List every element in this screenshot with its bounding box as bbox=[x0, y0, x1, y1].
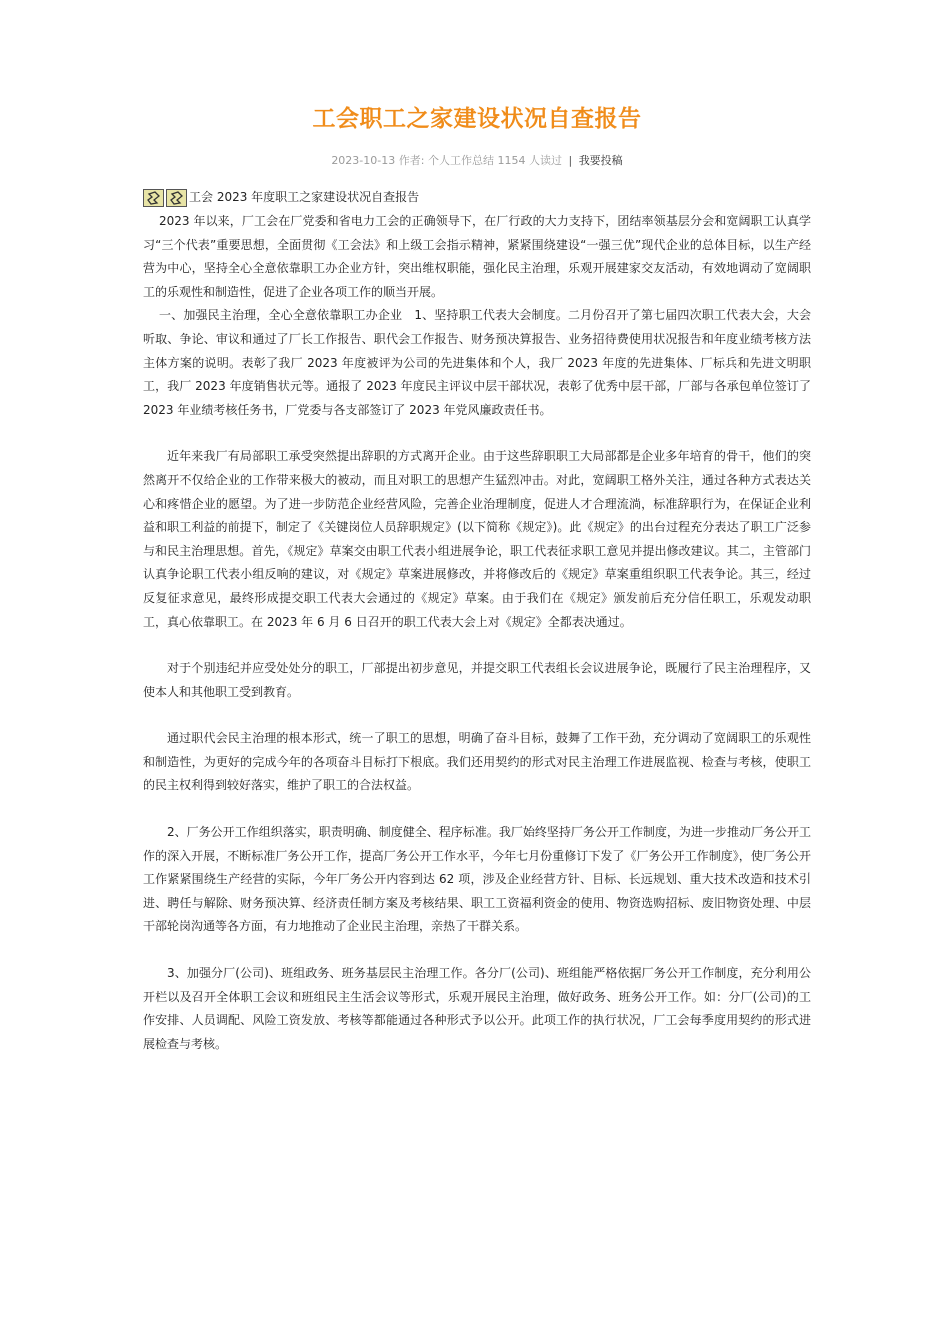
read-count: 1154 人读过 bbox=[497, 154, 562, 167]
paragraph-5: 通过职代会民主治理的根本形式，统一了职工的思想，明确了奋斗目标，鼓舞了工作干劲，充分调动了宽阔职工的乐观性和制造性，为更好的完成今年的各项奋斗目标打下根底。我们还用契约的形式对民主治理工作进展监视、检查与考核，使职工的民主权利得到较好落实，维护了职工的合法权益。 bbox=[143, 731, 811, 793]
author-link[interactable]: 个人工作总结 bbox=[427, 154, 494, 167]
paragraph-1: 2023 年以来，厂工会在厂党委和省电力工会的正确领导下，在厂行政的大力支持下，团结率领基层分会和宽阔职工认真学习“三个代表”重要思想，全面贯彻《工会法》和上级工会指示精神，紧紧围绕建设“一强三优”现代企业的总体目标，以生产经营为中心，坚持全心全意依靠职工办企业方针，突出维权职能，强化民主治理，乐观开展建家交友活动，有效地调动了宽阔职工的乐观性和制造性，促进了企业各项工作的顺当开展。 bbox=[143, 214, 811, 299]
meta-separator: | bbox=[568, 154, 573, 167]
broken-image-icon bbox=[166, 189, 187, 207]
paragraph-2: 一、加强民主治理，全心全意依靠职工办企业 1、坚持职工代表大会制度。二月份召开了第七届四次职工代表大会，大会听取、争论、审议和通过了厂长工作报告、职代会工作报告、财务预决算报告、业务招待费使用状况报告和年度业绩考核方法主体方案的说明。表彰了我厂 2023 年度被评为公司的先进集体和个人，我厂 2023 年度的先进集体、厂标兵和先进文明职工，我厂 2023 年度销售状元等。通报了 2023 年度民主评议中层干部状况，表彰了优秀中层干部，厂部与各承包单位签订了 2023 年业绩考核任务书，厂党委与各支部签订了 2023 年党风廉政责任书。 bbox=[143, 308, 811, 417]
publish-date: 2023-10-13 bbox=[331, 154, 396, 167]
paragraph-6: 2、厂务公开工作组织落实，职责明确、制度健全、程序标准。我厂始终坚持厂务公开工作制度，为进一步推动厂务公开工作的深入开展，不断标准厂务公开工作，提高厂务公开工作水平，今年七月份重修订下发了《厂务公开工作制度》，使厂务公开工作紧紧围绕生产经营的实际，今年厂务公开内容到达 62 项，涉及企业经营方针、目标、长远规划、重大技术改造和技术引进、聘任与解除、财务预决算、经济责任制方案及考核结果、职工工资福利资金的使用、物资选购招标、废旧物资处理、中层干部轮岗沟通等各方面，有力地推动了企业民主治理，亲热了干群关系。 bbox=[143, 825, 811, 934]
document-subtitle: 工会 2023 年度职工之家建设状况自查报告 bbox=[189, 190, 420, 205]
article-title: 工会职工之家建设状况自查报告 bbox=[312, 106, 642, 132]
article-meta bbox=[143, 152, 811, 168]
paragraph-7: 3、加强分厂(公司)、班组政务、班务基层民主治理工作。各分厂(公司)、班组能严格依据厂务公开工作制度，充分利用公开栏以及召开全体职工会议和班组民主生活会议等形式，乐观开展民主治理，做好政务、班务公开工作。如：分厂(公司)的工作安排、人员调配、风险工资发放、考核等都能通过各种形式予以公开。此项工作的执行状况，厂工会每季度用契约的形式进展检查与考核。 bbox=[143, 966, 811, 1051]
paragraph-4: 对于个别违纪并应受处处分的职工，厂部提出初步意见，并提交职工代表组长会议进展争论，既履行了民主治理程序，又使本人和其他职工受到教育。 bbox=[143, 661, 811, 699]
submit-article-link[interactable]: 我要投稿 bbox=[578, 154, 623, 167]
article-body bbox=[143, 186, 811, 1056]
paragraph-3: 近年来我厂有局部职工承受突然提出辞职的方式离开企业。由于这些辞职职工大局部都是企业多年培育的骨干，他们的突然离开不仅给企业的工作带来极大的被动，而且对职工的思想产生猛烈冲击。对此，宽阔职工格外关注，通过各种方式表达关心和疼惜企业的愿望。为了进一步防范企业经营风险，完善企业治理制度，促进人才合理流淌，标准辞职行为，在保证企业利益和职工利益的前提下，制定了《关键岗位人员辞职规定》(以下简称《规定》)。此《规定》的出台过程充分表达了职工广泛参与和民主治理思想。首先，《规定》草案交由职工代表小组进展争论，职工代表征求职工意见并提出修改建议。其二，主管部门认真争论职工代表小组反响的建议，对《规定》草案进展修改，并将修改后的《规定》草案重组织职工代表争论。其三，经过反复征求意见，最终形成提交职工代表大会通过的《规定》草案。由于我们在《规定》颁发前后充分信任职工，乐观发动职工，真心依靠职工。在 2023 年 6 月 6 日召开的职工代表大会上对《规定》全都表决通过。 bbox=[143, 449, 811, 629]
broken-image-icon bbox=[143, 189, 164, 207]
author-label: 作者: bbox=[398, 154, 425, 167]
subtitle-line bbox=[143, 186, 811, 210]
